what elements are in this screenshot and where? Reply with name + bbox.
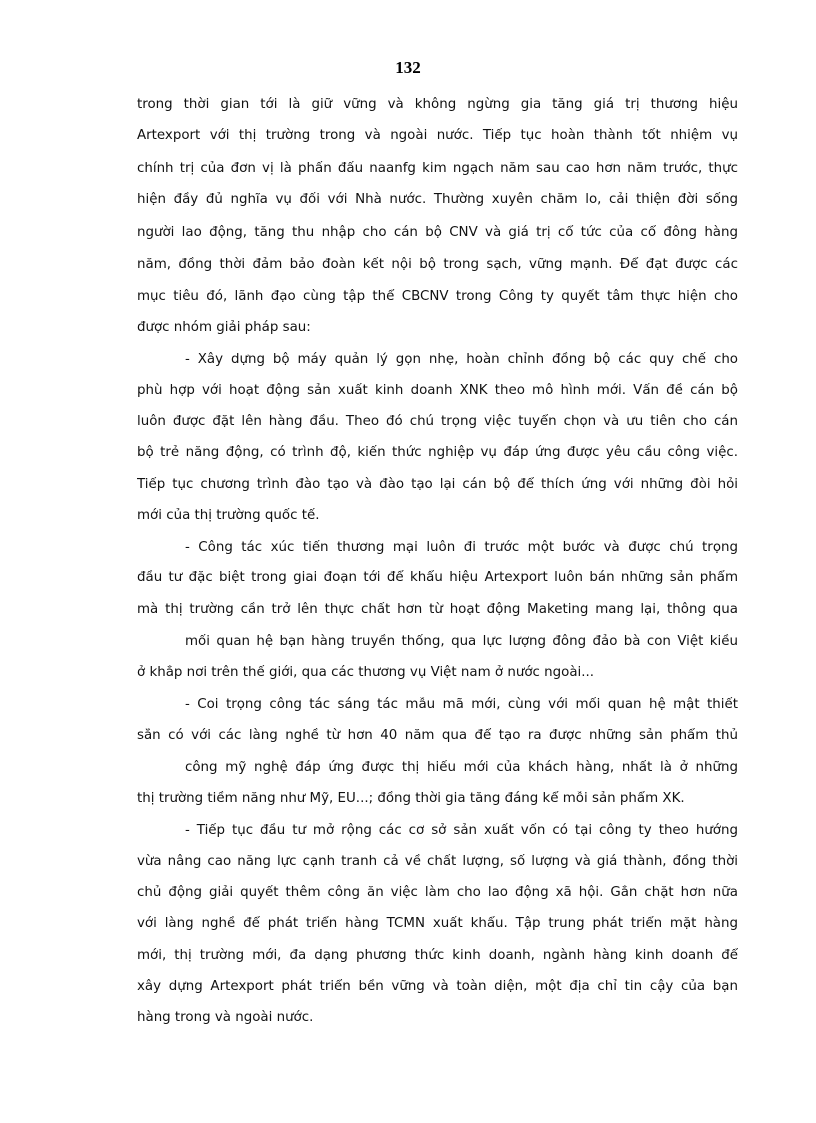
text-line: vừa nâng cao năng lực cạnh tranh cả về chất lượng, số lượng và giá thành, đồng thời <box>137 854 738 869</box>
text-line: thị trường tiềm năng như Mỹ, EU...; đồng thời gia tăng đáng kể mỗi sản phẩm XK. <box>137 791 685 806</box>
text-line: hàng trong và ngoài nước. <box>137 1010 314 1025</box>
text-line: mối quan hệ bạn hàng truyền thống, qua lực lượng đông đảo bà con Việt kiều <box>185 634 738 649</box>
text-line: - Công tác xúc tiến thương mại luôn đi trước một bước và được chú trọng <box>185 540 738 555</box>
text-line: - Xây dựng bộ máy quản lý gọn nhẹ, hoàn chỉnh đồng bộ các quy chế cho <box>185 352 738 367</box>
text-line: ở khắp nơi trên thế giới, qua các thương vụ Việt nam ở nước ngoài... <box>137 665 595 680</box>
text-line: bộ trẻ năng động, có trình độ, kiến thức nghiệp vụ đáp ứng được yêu cầu công việc. <box>137 445 738 460</box>
text-line: mới của thị trường quốc tế. <box>137 508 320 523</box>
text-line: mục tiêu đó, lãnh đạo cùng tập thể CBCNV trong Công ty quyết tâm thực hiện cho <box>137 289 738 304</box>
text-line: - Coi trọng công tác sáng tác mẫu mã mới, cùng với mối quan hệ mật thiết <box>185 697 738 712</box>
text-line: sẵn có với các làng nghề từ hơn 40 năm qua để tạo ra được những sản phẩm thủ <box>137 728 738 743</box>
text-line: Artexport với thị trường trong và ngoài nước. Tiếp tục hoàn thành tốt nhiệm vụ <box>137 128 738 143</box>
page-number: 132 <box>395 58 421 77</box>
text-line: người lao động, tăng thu nhập cho cán bộ CNV và giá trị cổ tức của cổ đông hàng <box>137 225 738 240</box>
text-line: công mỹ nghệ đáp ứng được thị hiếu mới của khách hàng, nhất là ở những <box>185 760 738 775</box>
text-line: hiện đầy đủ nghĩa vụ đối với Nhà nước. Thường xuyên chăm lo, cải thiện đời sống <box>137 192 738 207</box>
text-line: luôn được đặt lên hàng đầu. Theo đó chú trọng việc tuyển chọn và ưu tiên cho cán <box>137 414 738 429</box>
text-line: Tiếp tục chương trình đào tạo và đào tạo lại cán bộ để thích ứng với những đòi hỏi <box>137 477 738 492</box>
text-line: mới, thị trường mới, đa dạng phương thức kinh doanh, ngành hàng kinh doanh để <box>137 948 738 963</box>
text-line: với làng nghề để phát triển hàng TCMN xuất khẩu. Tập trung phát triển mặt hàng <box>137 916 738 931</box>
text-line: chính trị của đơn vị là phấn đấu naanfg kim ngạch năm sau cao hơn năm trước, thực <box>137 161 738 176</box>
text-line: trong thời gian tới là giữ vững và không ngừng gia tăng giá trị thương hiệu <box>137 97 738 112</box>
text-line: xây dựng Artexport phát triển bền vững và toàn diện, một địa chỉ tin cậy của bạn <box>137 979 738 994</box>
text-line: mà thị trường cần trở lên thực chất hơn từ hoạt động Maketing mang lại, thông qua <box>137 602 738 617</box>
text-line: chủ động giải quyết thêm công ăn việc làm cho lao động xã hội. Gắn chặt hơn nữa <box>137 885 738 900</box>
text-line: năm, đồng thời đảm bảo đoàn kết nội bộ trong sạch, vững mạnh. Để đạt được các <box>137 257 738 272</box>
text-line: được nhóm giải pháp sau: <box>137 320 311 335</box>
text-line: đầu tư đặc biệt trong giai đoạn tới để khẩu hiệu Artexport luôn bán những sản phẩm <box>137 570 738 585</box>
text-line: phù hợp với hoạt động sản xuất kinh doanh XNK theo mô hình mới. Vấn đề cán bộ <box>137 383 738 398</box>
text-line: - Tiếp tục đầu tư mở rộng các cơ sở sản xuất vốn có tại công ty theo hướng <box>185 823 738 838</box>
